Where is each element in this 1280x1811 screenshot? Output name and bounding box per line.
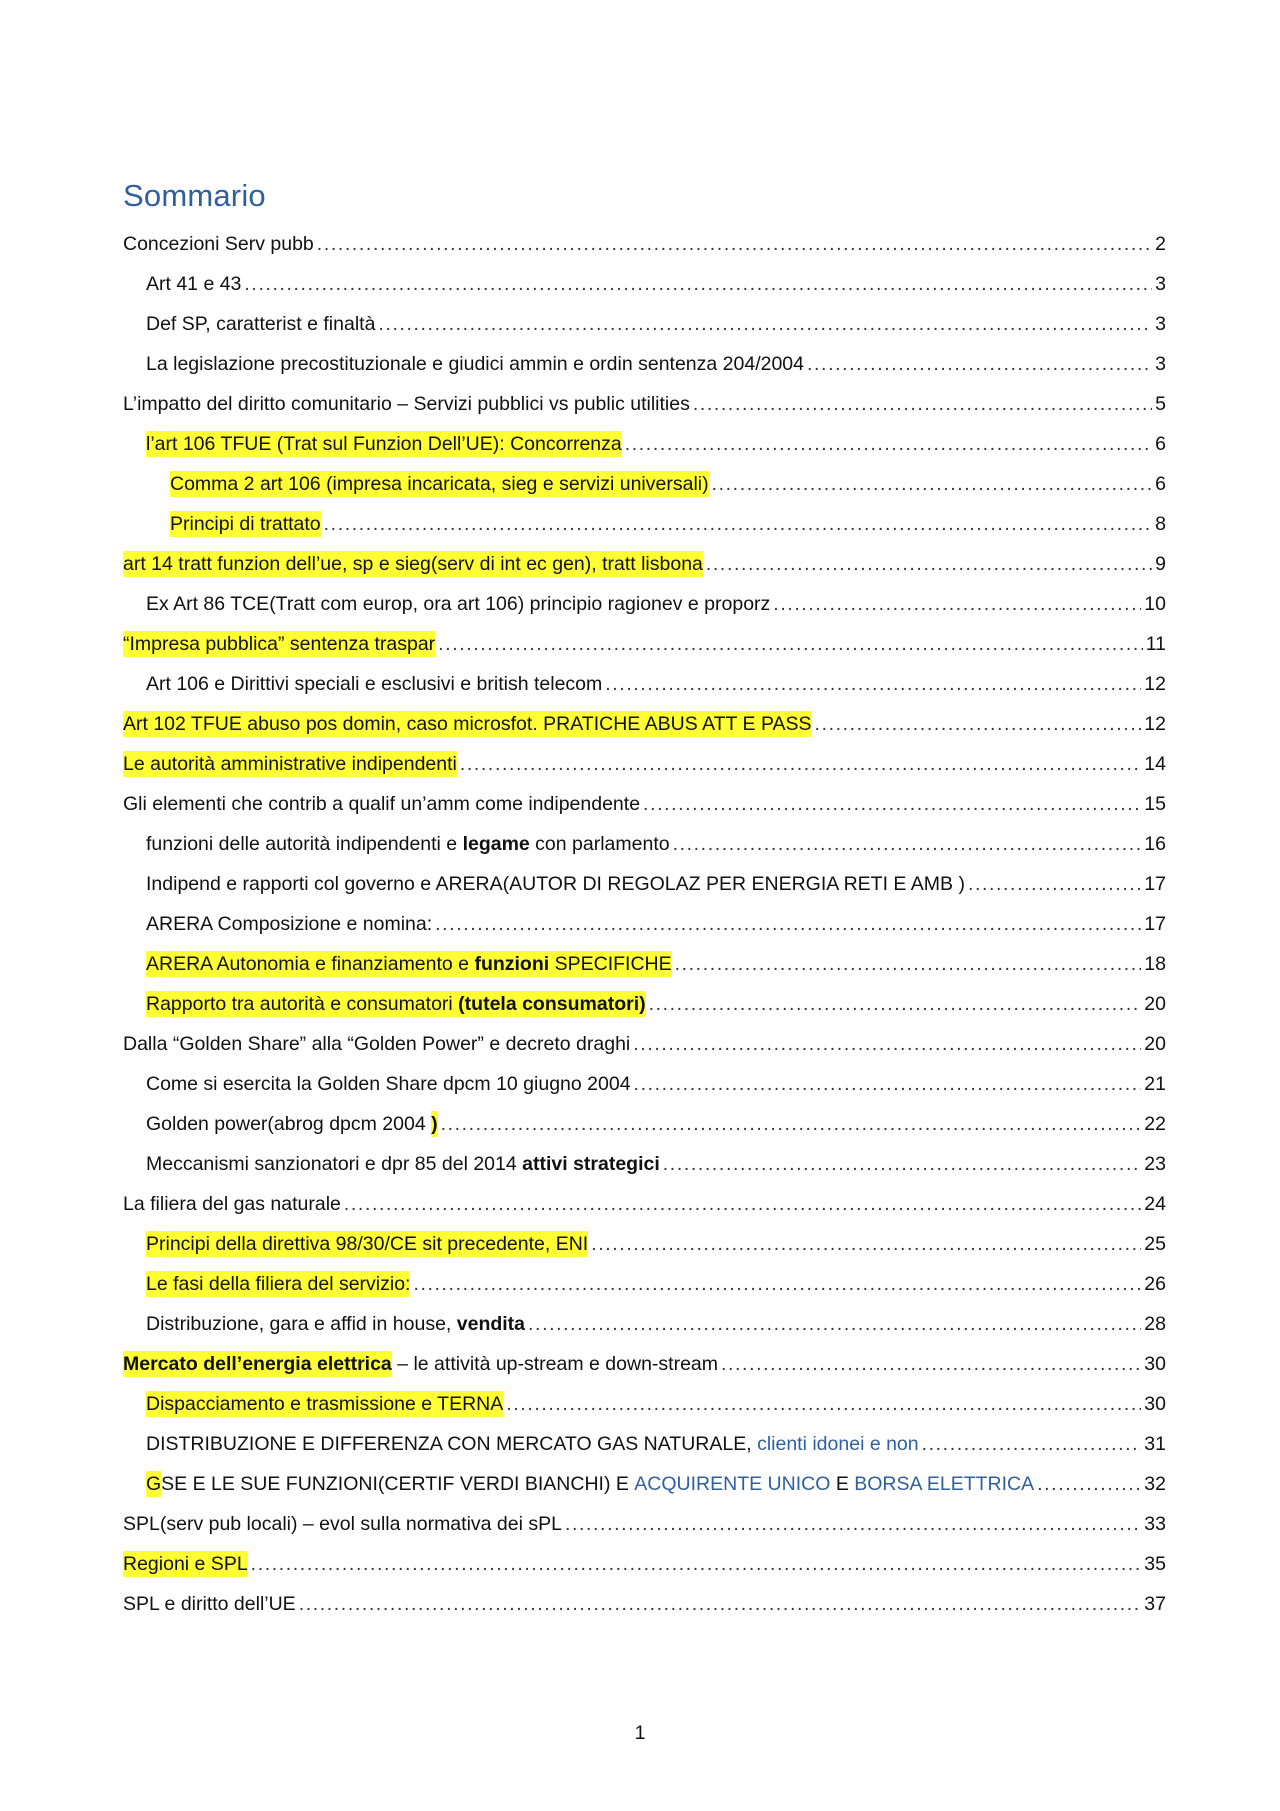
toc-entry[interactable]: [123, 1064, 1166, 1104]
toc-page-number[interactable]: 6: [1155, 433, 1166, 455]
toc-entry-text-segment: G: [146, 1473, 162, 1495]
toc-entry-title[interactable]: [123, 551, 703, 577]
toc-page-number[interactable]: 22: [1144, 1113, 1166, 1135]
toc-page-number[interactable]: 6: [1155, 473, 1166, 495]
toc-entry-text-segment: Come si esercita la Golden Share dpcm 10 giugno 2004: [146, 1073, 631, 1095]
toc-entry-text-segment: funzioni: [474, 953, 550, 975]
toc-entry-title[interactable]: [170, 471, 709, 497]
toc-entry-text-segment: La filiera del gas naturale: [123, 1193, 341, 1215]
toc-page-number[interactable]: 32: [1144, 1473, 1166, 1495]
table-of-contents: [123, 224, 1166, 1624]
toc-entry[interactable]: [123, 1504, 1166, 1544]
toc-entry[interactable]: [123, 1584, 1166, 1624]
toc-dot-leader: [633, 1031, 1141, 1057]
toc-entry[interactable]: [123, 1264, 1166, 1304]
toc-dot-leader: [922, 1431, 1142, 1457]
toc-entry[interactable]: [123, 944, 1166, 984]
toc-dot-leader: [605, 671, 1141, 697]
toc-entry-title[interactable]: [146, 1391, 503, 1417]
toc-entry-title[interactable]: [146, 911, 432, 937]
toc-page-number[interactable]: 10: [1144, 593, 1166, 615]
toc-page-number[interactable]: 9: [1155, 553, 1166, 575]
toc-entry-text-segment: Concezioni Serv pubb: [123, 233, 314, 255]
toc-page-number[interactable]: 30: [1144, 1353, 1166, 1375]
toc-entry-text-segment: Principi della direttiva 98/30/CE sit precedente, ENI: [146, 1233, 589, 1255]
toc-entry-text-segment: E: [830, 1473, 855, 1495]
toc-entry-text-segment: Art 41 e 43: [146, 273, 242, 295]
toc-entry-title[interactable]: [146, 1071, 631, 1097]
toc-entry-title[interactable]: [146, 1231, 588, 1257]
toc-page-number[interactable]: 12: [1144, 713, 1166, 735]
toc-entry-text-segment: Mercato dell’energia elettrica: [123, 1353, 392, 1375]
toc-entry-title[interactable]: [146, 991, 646, 1017]
toc-dot-leader: [634, 1071, 1142, 1097]
toc-dot-leader: [643, 791, 1141, 817]
toc-dot-leader: [565, 1511, 1141, 1537]
toc-entry-text-segment: Def SP, caratterist e finaltà: [146, 313, 376, 335]
toc-page-number[interactable]: 21: [1144, 1073, 1166, 1095]
toc-entry[interactable]: [123, 984, 1166, 1024]
toc-entry-text-segment: Rapporto tra autorità e consumatori: [146, 993, 459, 1015]
toc-entry-text-segment: SPECIFICHE: [549, 953, 672, 975]
toc-entry-text-segment: Principi di trattato: [170, 513, 321, 535]
toc-entry-text-segment: art 14 tratt funzion dell’ue, sp e sieg(serv di int ec gen), tratt lisbona: [123, 553, 703, 575]
toc-page-number[interactable]: 25: [1144, 1233, 1166, 1255]
toc-entry[interactable]: [123, 1024, 1166, 1064]
toc-entry[interactable]: [123, 1344, 1166, 1384]
toc-entry[interactable]: [123, 304, 1166, 344]
toc-entry-text-segment: Distribuzione, gara e affid in house,: [146, 1313, 457, 1335]
toc-dot-leader: [251, 1551, 1142, 1577]
toc-entry-text-segment: Dispacciamento e trasmissione e TERNA: [146, 1393, 504, 1415]
toc-entry-title[interactable]: [146, 1471, 1034, 1497]
toc-entry[interactable]: [123, 504, 1166, 544]
toc-dot-leader: [1037, 1471, 1141, 1497]
toc-entry-text-segment: SPL(serv pub locali) – evol sulla normativa dei sPL: [123, 1513, 562, 1535]
toc-entry-text-segment: Meccanismi sanzionatori e dpr 85 del 2014: [146, 1153, 523, 1175]
toc-entry-text-segment: SE E LE SUE FUNZIONI(CERTIF VERDI BIANCHI) E: [161, 1473, 635, 1495]
toc-entry[interactable]: [123, 584, 1166, 624]
toc-entry-title[interactable]: [146, 1431, 919, 1457]
toc-entry-text-segment: Golden power(abrog dpcm 2004: [146, 1113, 432, 1135]
toc-page-number[interactable]: 33: [1144, 1513, 1166, 1535]
toc-entry-title[interactable]: [170, 511, 321, 537]
toc-entry-text-segment: DISTRIBUZIONE E DIFFERENZA CON MERCATO GAS NATURALE,: [146, 1433, 758, 1455]
toc-entry-title[interactable]: [146, 1271, 410, 1297]
toc-entry-title[interactable]: [123, 711, 812, 737]
toc-entry-text-segment: Comma 2 art 106 (impresa incaricata, sieg e servizi universali): [170, 473, 709, 495]
toc-entry-text-segment: con parlamento: [529, 833, 670, 855]
toc-page-number[interactable]: 20: [1144, 1033, 1166, 1055]
toc-entry-title[interactable]: [146, 1311, 525, 1337]
toc-entry-text-segment: (tutela consumatori): [458, 993, 646, 1015]
toc-page-number[interactable]: 3: [1155, 353, 1166, 375]
toc-dot-leader: [317, 231, 1152, 257]
toc-entry-text-segment: ): [431, 1113, 438, 1135]
toc-entry-title[interactable]: [123, 1511, 562, 1537]
toc-entry-text-segment: – le attività up-stream e down-stream: [391, 1353, 718, 1375]
toc-dot-leader: [807, 351, 1152, 377]
toc-entry[interactable]: [123, 744, 1166, 784]
toc-dot-leader: [773, 591, 1141, 617]
toc-entry-title[interactable]: [146, 311, 375, 337]
toc-entry-title[interactable]: [123, 391, 690, 417]
toc-dot-leader: [675, 951, 1142, 977]
toc-entry-title[interactable]: [146, 351, 804, 377]
toc-entry-title[interactable]: [123, 1551, 248, 1577]
toc-entry[interactable]: [123, 1384, 1166, 1424]
toc-dot-leader: [673, 831, 1142, 857]
toc-dot-leader: [649, 991, 1142, 1017]
toc-page-number[interactable]: 16: [1144, 833, 1166, 855]
toc-entry-title[interactable]: [146, 1111, 438, 1137]
toc-dot-leader: [625, 431, 1152, 457]
toc-dot-leader: [435, 911, 1141, 937]
toc-entry-title[interactable]: [123, 1031, 630, 1057]
toc-dot-leader: [528, 1311, 1141, 1337]
toc-entry-text-segment: Indipend e rapporti col governo e ARERA(AUTOR DI REGOLAZ PER ENERGIA RETI E AMB ): [146, 873, 965, 895]
toc-entry-text-segment: ACQUIRENTE UNICO: [634, 1473, 831, 1495]
toc-dot-leader: [506, 1391, 1141, 1417]
toc-entry[interactable]: [123, 384, 1166, 424]
toc-entry[interactable]: [123, 464, 1166, 504]
toc-page-number[interactable]: 3: [1155, 273, 1166, 295]
toc-entry-title[interactable]: [123, 631, 435, 657]
toc-dot-leader: [693, 391, 1152, 417]
toc-entry-title[interactable]: [123, 231, 314, 257]
toc-entry-text-segment: l’art 106 TFUE (Trat sul Funzion Dell’UE): Concorrenza: [146, 433, 622, 455]
toc-entry-text-segment: SPL e diritto dell’UE: [123, 1593, 296, 1615]
toc-entry[interactable]: [123, 224, 1166, 264]
toc-dot-leader: [968, 871, 1141, 897]
toc-entry[interactable]: [123, 864, 1166, 904]
toc-entry[interactable]: [123, 1184, 1166, 1224]
toc-page-number[interactable]: 5: [1155, 393, 1166, 415]
toc-entry[interactable]: [123, 784, 1166, 824]
toc-page-number[interactable]: 26: [1144, 1273, 1166, 1295]
toc-entry-text-segment: La legislazione precostituzionale e giudici ammin e ordin sentenza 204/2004: [146, 353, 805, 375]
toc-dot-leader: [591, 1231, 1141, 1257]
toc-page-number[interactable]: 37: [1144, 1593, 1166, 1615]
toc-entry[interactable]: [123, 1224, 1166, 1264]
toc-entry-title[interactable]: [123, 791, 640, 817]
toc-entry-text-segment: Ex Art 86 TCE(Tratt com europ, ora art 106) principio ragionev e proporz: [146, 593, 771, 615]
toc-page-number[interactable]: 23: [1144, 1153, 1166, 1175]
toc-dot-leader: [721, 1351, 1141, 1377]
toc-page-number[interactable]: 14: [1144, 753, 1166, 775]
toc-entry-title[interactable]: [146, 831, 670, 857]
toc-entry-text-segment: attivi strategici: [522, 1153, 660, 1175]
toc-entry-title[interactable]: [146, 1151, 660, 1177]
toc-entry[interactable]: [123, 904, 1166, 944]
toc-page-number[interactable]: 12: [1144, 673, 1166, 695]
toc-page-number[interactable]: 30: [1144, 1393, 1166, 1415]
toc-entry-title[interactable]: [146, 431, 622, 457]
toc-page-number[interactable]: 2: [1155, 233, 1166, 255]
toc-entry-text-segment: vendita: [456, 1313, 526, 1335]
toc-page-number[interactable]: 17: [1144, 913, 1166, 935]
toc-entry-title[interactable]: [146, 951, 672, 977]
toc-entry-text-segment: funzioni delle autorità indipendenti e: [146, 833, 463, 855]
toc-entry[interactable]: [123, 624, 1166, 664]
toc-entry[interactable]: [123, 1144, 1166, 1184]
toc-entry-text-segment: legame: [462, 833, 530, 855]
toc-entry[interactable]: [123, 1464, 1166, 1504]
toc-entry[interactable]: [123, 704, 1166, 744]
toc-dot-leader: [344, 1191, 1141, 1217]
toc-entry-text-segment: Le autorità amministrative indipendenti: [123, 753, 457, 775]
toc-entry[interactable]: [123, 544, 1166, 584]
toc-dot-leader: [324, 511, 1152, 537]
toc-page-number[interactable]: 8: [1155, 513, 1166, 535]
toc-entry-text-segment: clienti idonei e non: [757, 1433, 919, 1455]
toc-dot-leader: [244, 271, 1152, 297]
toc-entry-title[interactable]: [146, 671, 602, 697]
toc-entry-text-segment: Dalla “Golden Share” alla “Golden Power” e decreto draghi: [123, 1033, 631, 1055]
toc-entry-title[interactable]: [123, 1351, 718, 1377]
toc-page-number[interactable]: 18: [1144, 953, 1166, 975]
toc-page-number[interactable]: 35: [1144, 1553, 1166, 1575]
toc-dot-leader: [460, 751, 1141, 777]
toc-entry-title[interactable]: [146, 271, 241, 297]
toc-entry-text-segment: Art 106 e Dirittivi speciali e esclusivi e british telecom: [146, 673, 603, 695]
page-number: 1: [634, 1722, 646, 1744]
toc-entry-text-segment: Gli elementi che contrib a qualif un’amm come indipendente: [123, 793, 641, 815]
toc-entry-title[interactable]: [123, 1591, 296, 1617]
toc-page-number[interactable]: 31: [1144, 1433, 1166, 1455]
toc-page-number[interactable]: 15: [1144, 793, 1166, 815]
toc-page-number[interactable]: 11: [1145, 633, 1166, 655]
toc-dot-leader: [663, 1151, 1142, 1177]
toc-entry[interactable]: [123, 424, 1166, 464]
toc-dot-leader: [815, 711, 1142, 737]
toc-entry-text-segment: “Impresa pubblica” sentenza traspar: [123, 633, 436, 655]
toc-page-number[interactable]: 20: [1144, 993, 1166, 1015]
toc-entry[interactable]: [123, 264, 1166, 304]
toc-entry-text-segment: Le fasi della filiera del servizio:: [146, 1273, 411, 1295]
toc-entry-title[interactable]: [123, 751, 457, 777]
toc-entry-title[interactable]: [146, 591, 770, 617]
toc-dot-leader: [413, 1271, 1141, 1297]
toc-entry[interactable]: [123, 664, 1166, 704]
toc-dot-leader: [299, 1591, 1142, 1617]
toc-title: Sommario: [123, 178, 266, 213]
toc-entry-text-segment: BORSA ELETTRICA: [854, 1473, 1035, 1495]
toc-entry[interactable]: [123, 1544, 1166, 1584]
toc-entry[interactable]: [123, 1304, 1166, 1344]
toc-entry-text-segment: Art 102 TFUE abuso pos domin, caso microsfot. PRATICHE ABUS ATT E PASS: [123, 713, 812, 735]
toc-entry-title[interactable]: [146, 871, 965, 897]
toc-dot-leader: [712, 471, 1153, 497]
toc-entry-text-segment: Regioni e SPL: [123, 1553, 248, 1575]
toc-dot-leader: [441, 1111, 1142, 1137]
toc-page-number[interactable]: 17: [1144, 873, 1166, 895]
toc-entry-text-segment: L’impatto del diritto comunitario – Servizi pubblici vs public utilities: [123, 393, 690, 415]
toc-dot-leader: [438, 631, 1143, 657]
toc-entry[interactable]: [123, 1104, 1166, 1144]
toc-page-number[interactable]: 3: [1155, 313, 1166, 335]
toc-entry-text-segment: ARERA Autonomia e finanziamento e: [146, 953, 475, 975]
toc-dot-leader: [706, 551, 1152, 577]
toc-page-number[interactable]: 24: [1144, 1193, 1166, 1215]
toc-page-number[interactable]: 28: [1144, 1313, 1166, 1335]
toc-entry-text-segment: ARERA Composizione e nomina:: [146, 913, 433, 935]
toc-entry-title[interactable]: [123, 1191, 341, 1217]
toc-entry[interactable]: [123, 344, 1166, 384]
toc-entry[interactable]: [123, 1424, 1166, 1464]
toc-entry[interactable]: [123, 824, 1166, 864]
toc-dot-leader: [378, 311, 1152, 337]
